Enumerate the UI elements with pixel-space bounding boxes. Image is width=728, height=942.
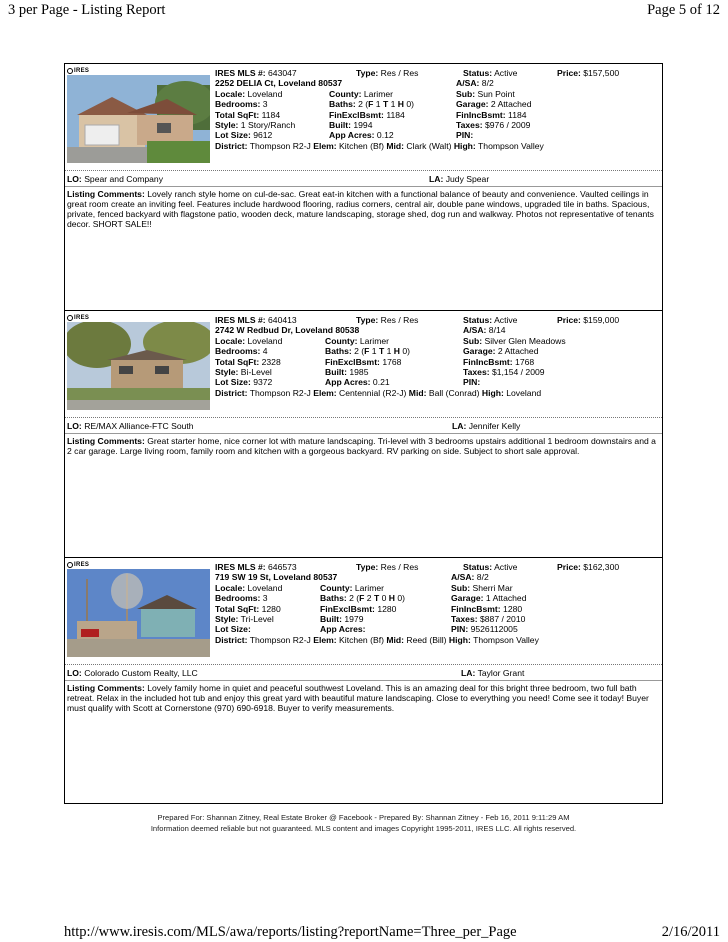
house-photo-icon bbox=[67, 322, 210, 410]
listing-agent: LA: Jennifer Kelly bbox=[452, 421, 521, 431]
status-value: Active bbox=[494, 562, 518, 572]
status-value: Active bbox=[494, 315, 518, 325]
divider bbox=[65, 433, 662, 434]
divider bbox=[65, 680, 662, 681]
ires-logo-icon bbox=[67, 562, 73, 568]
listing-office: LO: Spear and Company bbox=[67, 174, 164, 184]
listing-agent: LA: Judy Spear bbox=[429, 174, 490, 184]
mls-number: 643047 bbox=[268, 68, 297, 78]
listing-card: IRES IRES MLS #: 640413 Type: Res / Res Status: Active Price: $159,000 2742 W Redbud Dr, Loveland 80538 A/SA: 8/14 Locale: Loveland County: Larimer Sub: Silver Glen Meadows Bedrooms: 4 Baths: 2 (F 1 T 1 H 0) Garage: 2 Attached Total SqFt: 2328 FinExclBsmt: 1768 FinIncBsmt: 1768 Style: Bi-Level Built: 1985 Taxes: $1,154 / 2009 Lot Size: 9372 App Acres: 0.21 PIN: District: Thompson R2-J Elem: Centennial (R2-J) Mid: Ball (Conrad) High: Loveland LO: RE/MAX Alliance-FTC South LA: Jennifer Kelly Listing Comments: Great starter home, nice corner lot with mature landscaping. Tri-level with 3 bedrooms upstairs additional 1 bedroom downstairs and a 2 car garage. Large living room, family room and kitchen with a gorgeous backyard. RV parking on side. Subject to short sale approval. bbox=[65, 311, 662, 558]
listing-address: 719 SW 19 St, Loveland 80537 bbox=[215, 572, 338, 583]
ires-logo: IRES bbox=[67, 66, 89, 76]
listing-address: 2252 DELIA Ct, Loveland 80537 bbox=[215, 78, 343, 89]
listing-comments: Listing Comments: Great starter home, nice corner lot with mature landscaping. Tri-level with 3 bedrooms upstairs additional 1 bedroom downstairs and a 2 car garage. Large living room, family room and kitchen with a gorgeous backyard. RV parking on side. Subject to short sale approval. bbox=[67, 436, 656, 456]
listings-frame bbox=[64, 63, 663, 804]
report-date: 2/16/2011 bbox=[661, 924, 720, 940]
listing-card: IRES IRES MLS #: 643047 Type: Res / Res Status: Active Price: $157,500 2252 DELIA Ct, Loveland 80537 A/SA: 8/2 Locale: Loveland County: Larimer Sub: Sun Point Bedrooms: 3 Baths: 2 (F 1 T 1 H 0) Garage: 2 Attached Total SqFt: 1184 FinExclBsmt: 1184 FinIncBsmt: 1184 Style: 1 Story/Ranch Built: 1994 Taxes: $976 / 2009 Lot Size: 9612 App Acres: 0.12 PIN: District: Thompson R2-J Elem: Kitchen (Bf) Mid: Clark (Walt) High: Thompson Valley LO: Spear and Company LA: Judy Spear Listing Comments: Lovely ranch style home on cul-de-sac. Great eat-in kitchen with a functional balance of beauty and convenience. Vaulted ceilings in great room create an inviting feel. Features include hardwood flooring, radius corners, central air, double pane windows, upgraded tile in baths. Spacious, private, fenced backyard with flagstone patio, wooden deck, mature landscaping, storage shed, dog run and walkway. Photos not representative of tenants decor. SHORT SALE!! bbox=[65, 64, 662, 311]
price-value: $162,300 bbox=[583, 562, 620, 572]
listing-photo[interactable] bbox=[67, 75, 210, 163]
listing-comments: Listing Comments: Lovely ranch style home on cul-de-sac. Great eat-in kitchen with a functional balance of beauty and convenience. Vaulted ceilings in great room create an inviting feel. Features include hardwood flooring, radius corners, central air, double pane windows, upgraded tile in baths. Spacious, private, fenced backyard with flagstone patio, wooden deck, mature landscaping, storage shed, dog run and walkway. Photos not representative of tenants decor. SHORT SALE!! bbox=[67, 189, 654, 229]
listing-photo[interactable] bbox=[67, 569, 210, 657]
price-value: $159,000 bbox=[583, 315, 620, 325]
listing-office: LO: Colorado Custom Realty, LLC bbox=[67, 668, 198, 678]
status-value: Active bbox=[494, 68, 518, 78]
ires-logo: IRES bbox=[67, 313, 89, 323]
report-title: 3 per Page - Listing Report bbox=[8, 2, 166, 18]
house-photo-icon bbox=[67, 75, 210, 163]
prepared-notice: Prepared For: Shannan Zitney, Real Estate Broker @ Facebook - Prepared By: Shannan Zitney - Feb 16, 2011 9:11:29 AM Information deemed reliable but not guaranteed. MLS content and images Copyright 1995-2011, IRES LLC. All rights reserved. bbox=[150, 813, 577, 833]
ires-logo-icon bbox=[67, 315, 73, 321]
listing-address: 2742 W Redbud Dr, Loveland 80538 bbox=[215, 325, 360, 336]
listing-photo[interactable] bbox=[67, 322, 210, 410]
mls-number: 646573 bbox=[268, 562, 297, 572]
mls-number: 640413 bbox=[268, 315, 297, 325]
listing-agent: LA: Taylor Grant bbox=[461, 668, 525, 678]
ires-logo-icon bbox=[67, 68, 73, 74]
page-number: Page 5 of 12 bbox=[647, 2, 720, 18]
report-url[interactable]: http://www.iresis.com/MLS/awa/reports/listing?reportName=Three_per_Page bbox=[64, 924, 517, 940]
price-value: $157,500 bbox=[583, 68, 620, 78]
divider bbox=[65, 186, 662, 187]
house-photo-icon bbox=[67, 569, 210, 657]
divider bbox=[65, 417, 662, 418]
listing-comments: Listing Comments: Lovely family home in quiet and peaceful southwest Loveland. This is an amazing deal for this bright three bedroom, two full bath retreat. Relax in the included hot tub and enjoy this great yard with beautiful mature landscaping. Close to everything you need! Come see it today! Buyer must qualify with Scott at Cornerstone (970) 690-6918. Buyer to verify measurements. bbox=[67, 683, 649, 713]
listing-office: LO: RE/MAX Alliance-FTC South bbox=[67, 421, 194, 431]
report-header bbox=[8, 0, 720, 20]
divider bbox=[65, 170, 662, 171]
listing-card: IRES IRES MLS #: 646573 Type: Res / Res Status: Active Price: $162,300 719 SW 19 St, Loveland 80537 A/SA: 8/2 Locale: Loveland County: Larimer Sub: Sherri Mar Bedrooms: 3 Baths: 2 (F 2 T 0 H 0) Garage: 1 Attached Total SqFt: 1280 FinExclBsmt: 1280 FinIncBsmt: 1280 Style: Tri-Level Built: 1979 Taxes: $887 / 2010 Lot Size: App Acres: PIN: 9526112005 District: Thompson R2-J Elem: Kitchen (Bf) Mid: Reed (Bill) High: Thompson Valley LO: Colorado Custom Realty, LLC LA: Taylor Grant Listing Comments: Lovely family home in quiet and peaceful southwest Loveland. This is an amazing deal for this bright three bedroom, two full bath retreat. Relax in the included hot tub and enjoy this great yard with beautiful mature landscaping. Close to everything you need! Come see it today! Buyer must qualify with Scott at Cornerstone (970) 690-6918. Buyer to verify measurements. bbox=[65, 558, 662, 803]
ires-logo: IRES bbox=[67, 560, 89, 570]
divider bbox=[65, 664, 662, 665]
